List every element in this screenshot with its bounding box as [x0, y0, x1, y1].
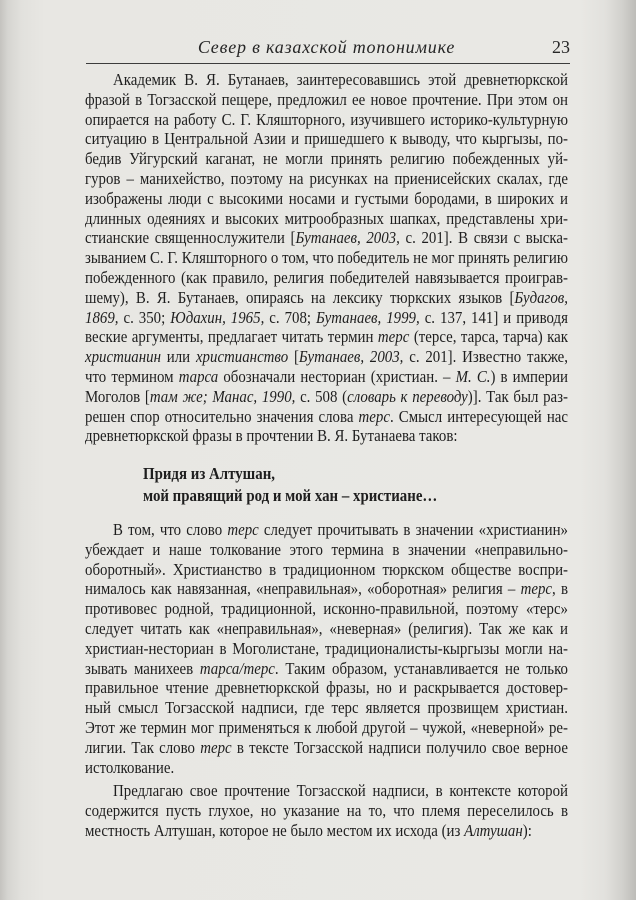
line-text: [85, 90, 568, 110]
text-run: В том, что слово: [113, 520, 228, 539]
text-run: побежденного (как правило, религия победителей навязывается проиграв-: [85, 267, 568, 287]
line-text: [85, 110, 568, 130]
text-line: [85, 599, 568, 619]
text-line: [85, 407, 568, 427]
text-line: [85, 639, 568, 659]
text-line: [85, 821, 568, 841]
line-text: [85, 718, 568, 738]
italic-text: терс: [358, 406, 390, 426]
text-run: длинных одеяниях и высоких митрообразных шапках, представлены хри-: [85, 208, 568, 228]
text-run: бедив Уйгурский каганат, не могли принять религию побежденных уй-: [85, 149, 568, 169]
header-rule: [86, 63, 570, 64]
text-run: истолкование.: [85, 757, 175, 777]
text-line: [85, 718, 568, 738]
italic-text: Бутанаев, 1999,: [316, 307, 420, 327]
text-run: ситуацию в Центральной Азии и пришедшего к выводу, что кыргызы, по-: [85, 129, 568, 149]
text-run: христиан-несториан в Моголистане, традиционалисты-кыргызы могли на-: [85, 638, 568, 658]
line-text: [85, 801, 568, 821]
italic-text: христианин: [85, 347, 161, 367]
line-text: [85, 327, 568, 347]
text-run: стианские священнослужители [: [85, 228, 296, 248]
text-run: гуров – манихейство, поэтому на рисунках на приенисейских скалах, где: [85, 168, 568, 188]
text-run: ) в империи: [490, 366, 569, 386]
text-run: с. 350;: [118, 307, 171, 327]
line-text: [113, 520, 568, 540]
text-line: [85, 758, 568, 778]
italic-text: терс: [520, 579, 553, 599]
quote-line: [143, 463, 568, 485]
line-text: [113, 70, 568, 90]
text-run: местность Алтушан, которое не было местом их исхода (из: [85, 820, 465, 840]
text-line: [85, 387, 568, 407]
text-line: [85, 90, 568, 110]
line-text: [85, 678, 568, 698]
text-run: лигии. Так слово: [85, 737, 201, 757]
line-text: [85, 308, 568, 328]
paragraph-2: [85, 520, 568, 777]
italic-text: тарса/терс: [199, 658, 275, 678]
line-text: [85, 387, 568, 407]
line-text: [85, 560, 568, 580]
line-text: [85, 579, 568, 599]
text-run: что термином: [85, 366, 179, 386]
line-text: [85, 639, 568, 659]
text-line: [85, 288, 568, 308]
line-text: [85, 738, 568, 758]
text-line: [85, 209, 568, 229]
line-text: [85, 248, 568, 268]
line-text: [85, 821, 532, 841]
text-line: [85, 678, 568, 698]
line-text: [85, 698, 568, 718]
line-text: [85, 426, 457, 446]
text-line: [85, 520, 568, 540]
text-line: [85, 268, 568, 288]
italic-text: М. С.: [455, 366, 491, 386]
text-run: зыванием С. Г. Кляшторного о том, что победитель не мог принять религию: [85, 248, 568, 268]
text-line: [85, 308, 568, 328]
text-run: противовес родной, традиционной, исконно-правильной, поэтому «терс»: [85, 599, 568, 619]
text-run: )]. Так был раз-: [467, 386, 568, 406]
text-line: [85, 738, 568, 758]
line-text: [85, 209, 568, 229]
text-line: [85, 801, 568, 821]
text-run: зывать манихеев: [85, 658, 200, 678]
italic-text: христианство: [195, 347, 289, 367]
text-run: обозначали несториан (христиан. –: [218, 366, 456, 386]
line-text: [143, 485, 437, 507]
text-run: с. 708;: [264, 307, 317, 327]
italic-text: словарь к переводу: [347, 386, 468, 406]
line-text: [143, 463, 275, 485]
text-run: . Смысл интересующей нас: [389, 406, 568, 426]
text-line: [85, 781, 568, 801]
text-line: [85, 619, 568, 639]
line-text: [85, 129, 568, 149]
text-line: [85, 560, 568, 580]
text-run: Этот же термин мог применяться к любой другой – чужой, «неверной» ре-: [85, 717, 568, 737]
quote-line: [143, 485, 568, 507]
italic-text: Бутанаев, 2003,: [298, 347, 404, 367]
text-run: убеждает и наше толкование этого термина в значении «неправильно-: [85, 539, 568, 559]
text-line: [85, 248, 568, 268]
line-text: [85, 659, 568, 679]
text-line: [85, 70, 568, 90]
text-run: шему), В. Я. Бутанаев, опираясь на лексику тюркских языков [: [85, 287, 515, 307]
text-line: [85, 540, 568, 560]
line-text: [85, 367, 568, 387]
page-number: 23: [552, 37, 570, 57]
text-run: (терсе, тарса, тарча) как: [409, 327, 568, 347]
line-text: [85, 407, 568, 427]
text-run: содержится пусть глухое, но указание на то, что племя переселилось в: [85, 800, 568, 820]
text-run: с. 137, 141] и приводя: [419, 307, 568, 327]
text-run: в тексте Тогзасской надписи получило свое верное: [231, 737, 568, 757]
text-run: с. 201]. В связи с выска-: [399, 228, 568, 248]
text-line: [85, 169, 568, 189]
text-run: опирается на работу С. Г. Кляшторного, изучившего историко-культурную: [85, 109, 568, 129]
italic-text: 1869,: [85, 307, 119, 327]
text-run: решен спор относительно значения слова: [85, 406, 359, 426]
text-line: [85, 110, 568, 130]
line-text: [85, 149, 568, 169]
text-line: [85, 149, 568, 169]
text-run: Придя из Алтушан,: [143, 464, 275, 483]
line-text: [85, 268, 568, 288]
text-line: [85, 579, 568, 599]
line-text: [85, 189, 568, 209]
line-text: [85, 169, 568, 189]
text-line: [85, 228, 568, 248]
text-run: Моголов [: [85, 386, 150, 406]
paragraph-1: [85, 70, 568, 446]
line-text: [85, 540, 568, 560]
text-run: или: [160, 347, 196, 367]
text-line: [85, 367, 568, 387]
paragraph-3: [85, 781, 568, 840]
text-run: правильное чтение древнетюркской фразы, но и раскрывается достовер-: [85, 678, 568, 698]
italic-text: Юдахин, 1965,: [170, 307, 265, 327]
text-run: фразой в Тогзасской пещере, предложил ее новое прочтение. При этом он: [85, 89, 568, 109]
text-line: [85, 659, 568, 679]
italic-text: терс: [377, 327, 410, 347]
text-line: [85, 129, 568, 149]
text-line: [85, 347, 568, 367]
text-run: оборотный». Христианство в традиционном тюркском обществе воспри-: [85, 559, 568, 579]
text-line: [85, 189, 568, 209]
text-run: ный смысл Тогзасской надписи, где терс является прозвищем христиан.: [85, 698, 568, 718]
text-run: . Таким образом, устанавливается не только: [274, 658, 568, 678]
text-run: Академик В. Я. Бутанаев, заинтересовавшись этой древнетюркской: [113, 70, 569, 89]
text-run: с. 508 (: [295, 386, 348, 406]
text-run: нималось как навязанная, «неправильная», «оборотная» религия –: [85, 579, 521, 599]
text-run: ):: [522, 820, 532, 840]
italic-text: тарса: [178, 366, 219, 386]
text-line: [85, 426, 568, 446]
line-text: [85, 288, 568, 308]
text-run: древнетюркской фразы в прочтении В. Я. Бутанаева таков:: [85, 426, 458, 446]
line-text: [85, 347, 568, 367]
italic-text: терс: [227, 520, 259, 539]
text-run: следует прочитывать в значении «христианин»: [258, 520, 568, 539]
text-run: мой правящий род и мой хан – христиане…: [143, 485, 438, 505]
running-title: Север в казахской топонимике: [197, 37, 456, 57]
text-run: веские аргументы, предлагает читать термин: [85, 327, 378, 347]
text-line: [85, 327, 568, 347]
line-text: [85, 619, 568, 639]
italic-text: Бутанаев, 2003,: [295, 228, 400, 248]
text-run: Предлагаю свое прочтение Тогзасской надписи, в контексте которой: [113, 781, 568, 800]
quote-block: [143, 463, 568, 506]
line-text: [85, 599, 568, 619]
line-text: [85, 758, 174, 778]
line-text: [113, 781, 568, 801]
italic-text: Будагов,: [514, 287, 568, 307]
line-text: [85, 228, 568, 248]
text-line: [85, 698, 568, 718]
italic-text: Алтушан: [464, 820, 523, 840]
text-run: следует читать как «неправильная», «неверная» (религия). Так же как и: [85, 618, 568, 638]
italic-text: там же; Манас, 1990,: [149, 386, 296, 406]
italic-text: терс: [200, 737, 232, 757]
text-run: с. 201]. Известно также,: [403, 347, 568, 367]
text-run: изображены люди с высокими носами и густыми бородами, в широких и: [85, 188, 568, 208]
text-run: , в: [552, 579, 568, 599]
text-run: [: [288, 347, 299, 367]
